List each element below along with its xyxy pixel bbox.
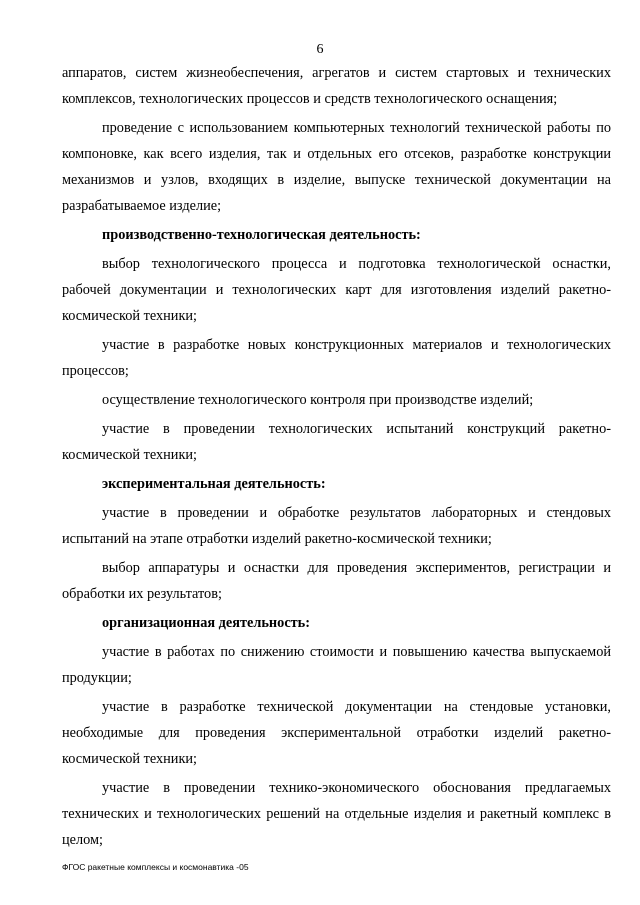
page-footer: ФГОС ракетные комплексы и космонавтика -05: [62, 862, 249, 872]
paragraph: участие в разработке технической документации на стендовые установки, необходимые для проведения экспериментальной отработки изделий ракетно-космической техники;: [62, 699, 611, 767]
paragraph: участие в проведении и обработке результатов лабораторных и стендовых испытаний на этапе отработки изделий ракетно-космической техники;: [62, 505, 611, 547]
paragraph: участие в проведении технико-экономического обоснования предлагаемых технических и технологических решений на отдельные изделия и ракетный комплекс в целом;: [62, 780, 611, 848]
paragraph: аппаратов, систем жизнеобеспечения, агрегатов и систем стартовых и технических комплексов, технологических процессов и средств технологического оснащения;: [62, 65, 611, 107]
paragraph: выбор аппаратуры и оснастки для проведения экспериментов, регистрации и обработки их результатов;: [62, 560, 611, 602]
paragraph: осуществление технологического контроля при производстве изделий;: [102, 392, 534, 408]
section-heading: экспериментальная деятельность:: [102, 476, 326, 492]
paragraph: выбор технологического процесса и подготовка технологической оснастки, рабочей документации и технологических карт для изготовления изделий ракетно-космической техники;: [62, 256, 611, 324]
paragraph: участие в разработке новых конструкционных материалов и технологических процессов;: [62, 337, 611, 379]
paragraph: участие в проведении технологических испытаний конструкций ракетно-космической техники;: [62, 421, 611, 463]
section-heading: производственно-технологическая деятельность:: [102, 227, 421, 243]
page-number: 6: [316, 42, 324, 57]
document-body: [62, 60, 611, 856]
paragraph: участие в работах по снижению стоимости и повышению качества выпускаемой продукции;: [62, 644, 611, 686]
section-heading: организационная деятельность:: [102, 615, 311, 631]
paragraph: проведение с использованием компьютерных технологий технической работы по компоновке, как всего изделия, так и отдельных его отсеков, разработке конструкции механизмов и узлов, входящих в изделие, выпуске технической документации на разрабатываемое изделие;: [62, 120, 611, 214]
